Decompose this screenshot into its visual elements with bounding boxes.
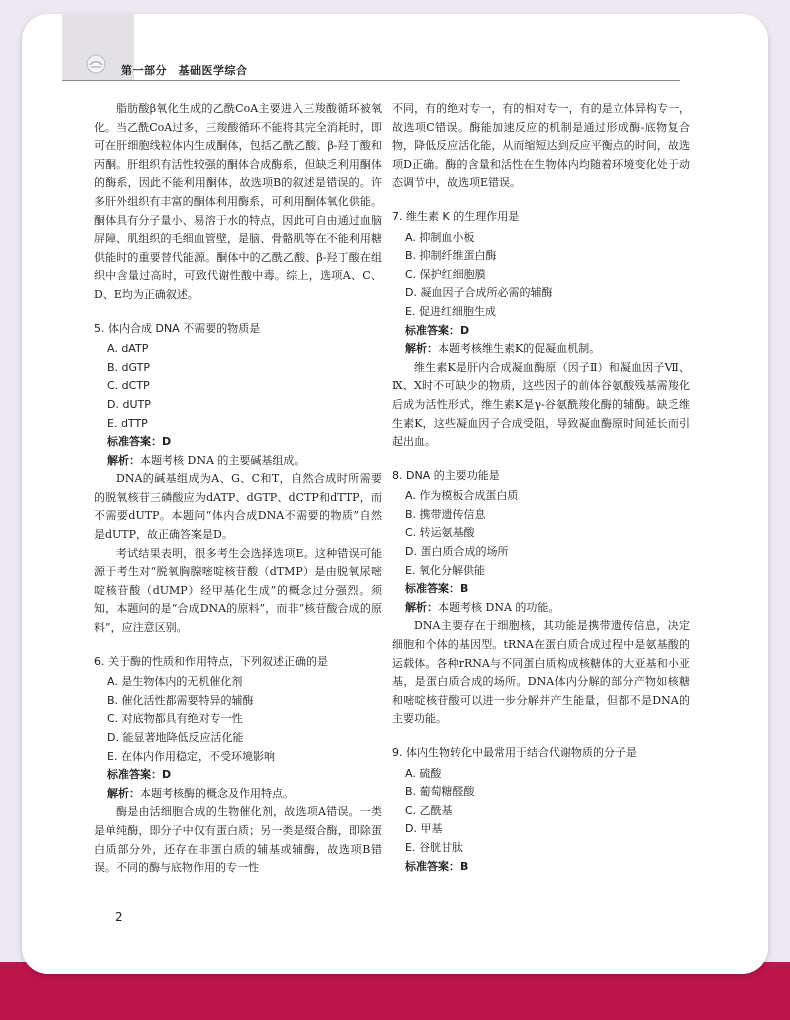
question-stem: 6. 关于酶的性质和作用特点，下列叙述正确的是 — [94, 654, 328, 668]
option-a: A. 作为模板合成蛋白质 — [405, 489, 519, 503]
explanation-lead: 本题考核酶的概念及作用特点。 — [140, 786, 294, 800]
option-e: E. 氧化分解供能 — [405, 563, 485, 577]
option-d: D. 凝血因子合成所必需的辅酶 — [405, 286, 553, 300]
paragraph: 维生素K是肝内合成凝血酶原（因子Ⅱ）和凝血因子Ⅶ、Ⅸ、Ⅹ时不可缺少的物质，这些因子的前体谷氨酸残基需羧化后成为活性形式，维生素K是γ-谷氨酰羧化酶的辅酶。缺乏维生素K，这些凝血因子合成受阻，导致凝血酶原时间延长而引起出血。 — [392, 360, 690, 449]
explanation-lead: 本题考核 DNA 的功能。 — [438, 600, 560, 614]
paragraph: DNA主要存在于细胞核，其功能是携带遗传信息，决定细胞和个体的基因型。tRNA在蛋白质合成过程中是氨基酸的运载体。各种rRNA与不同蛋白质构成核糖体的大亚基和小亚基，是蛋白质合成的场所。DNA体内分解的部分产物如核糖和嘧啶核苷酸可以进一步分解并产生能量，但都不是DNA的主要功能。 — [392, 619, 690, 726]
running-header: 第一部分 基础医学综合 — [121, 64, 248, 77]
option-a: A. 硫酸 — [405, 766, 442, 780]
question-stem: 7. 维生素 K 的生理作用是 — [392, 209, 520, 223]
option-b: B. dGTP — [107, 360, 151, 374]
option-b: B. 抑制纤维蛋白酶 — [405, 249, 497, 263]
explanation-line — [94, 452, 382, 471]
question-5 — [94, 320, 382, 638]
continued-explanation — [94, 100, 382, 305]
question-8 — [392, 467, 690, 729]
standard-answer: 标准答案：D — [107, 768, 172, 782]
question-7 — [392, 208, 690, 452]
option-c: C. dCTP — [107, 379, 150, 393]
explanation-label: 解析： — [107, 453, 140, 467]
book-page — [22, 14, 768, 974]
option-a: A. 是生物体内的无机催化剂 — [107, 675, 243, 689]
publisher-logo-icon — [86, 54, 106, 74]
explanation-lead: 本题考核维生素K的促凝血机制。 — [438, 342, 601, 356]
standard-answer: 标准答案：D — [107, 435, 172, 449]
right-column — [392, 100, 690, 876]
explanation-label: 解析： — [107, 786, 140, 800]
question-6 — [94, 653, 382, 878]
paragraph: 脂肪酸β氧化生成的乙酰CoA主要进入三羧酸循环被氧化。当乙酰CoA过多，三羧酸循环不能将其完全消耗时，即可在肝细胞线粒体内生成酮体，包括乙酰乙酸、β-羟丁酸和丙酮。肝组织有活性较强的酮体合成酶系，但缺乏利用酮体的酶系，因此不能利用酮体，故选项B的叙述是错误的。许多肝外组织有丰富的酮体利用酶系，可利用酮体氧化供能。酮体具有分子量小、易溶于水的特点，因此可自由通过血脑屏障、肌组织的毛细血管壁，是脑、骨骼肌等在不能利用糖供能时的重要替代能源。酮体中的乙酰乙酸、β-羟丁酸在组织中含量过高时，可致代谢性酸中毒。综上，选项A、C、D、E均为正确叙述。 — [94, 102, 382, 301]
explanation-line — [392, 340, 690, 359]
option-b: B. 携带遗传信息 — [405, 507, 486, 521]
page-number: 2 — [115, 910, 123, 924]
standard-answer: 标准答案：B — [405, 582, 469, 596]
option-e: E. dTTP — [107, 416, 148, 430]
question-stem: 9. 体内生物转化中最常用于结合代谢物质的分子是 — [392, 746, 637, 759]
option-c: C. 乙酰基 — [405, 803, 453, 817]
option-c: C. 转运氨基酸 — [405, 526, 475, 540]
option-e: E. 谷胱甘肽 — [405, 840, 463, 854]
option-b: B. 催化活性都需要特异的辅酶 — [107, 693, 254, 707]
option-c: C. 保护红细胞膜 — [405, 267, 486, 281]
question-9 — [392, 744, 690, 876]
option-a: A. dATP — [107, 342, 149, 356]
option-a: A. 抑制血小板 — [405, 230, 475, 244]
option-e: E. 促进红细胞生成 — [405, 304, 496, 318]
explanation-label: 解析： — [405, 342, 438, 356]
paragraph: 考试结果表明，很多考生会选择选项E。这种错误可能源于考生对“脱氧胸腺嘧啶核苷酸（dTMP）是由脱氧尿嘧啶核苷酸（dUMP）经甲基化生成”的概念过分强烈。须知，本题问的是“合成DNA的原料”，而非“核苷酸合成的原料”，应注意区别。 — [94, 546, 382, 635]
continued-explanation — [392, 100, 690, 193]
question-stem: 8. DNA 的主要功能是 — [392, 468, 500, 482]
option-d: D. 能显著地降低反应活化能 — [107, 731, 244, 744]
option-e: E. 在体内作用稳定，不受环境影响 — [107, 749, 275, 763]
option-d: D. 蛋白质合成的场所 — [405, 545, 509, 559]
option-b: B. 葡萄糖醛酸 — [405, 785, 475, 799]
question-stem: 5. 体内合成 DNA 不需要的物质是 — [94, 321, 261, 335]
option-d: D. dUTP — [107, 397, 151, 411]
header-rule — [62, 80, 680, 81]
explanation-line — [94, 785, 382, 804]
paragraph: 酶是由活细胞合成的生物催化剂，故选项A错误。一类是单纯酶，即分子中仅有蛋白质；另一类是缀合酶，即除蛋白质部分外，还存在非蛋白质的辅基或辅酶，故选项B错误。不同的酶与底物作用的专一性 — [94, 805, 382, 875]
paragraph: DNA的碱基组成为A、G、C和T，自然合成时所需要的脱氧核苷三磷酸应为dATP、dGTP、dCTP和dTTP，而不需要dUTP。本题问“体内合成DNA不需要的物质”自然是dUTP，故正确答案是D。 — [94, 472, 382, 542]
explanation-label: 解析： — [405, 600, 438, 614]
standard-answer: 标准答案：B — [405, 859, 469, 873]
left-column — [94, 100, 382, 878]
explanation-lead: 本题考核 DNA 的主要碱基组成。 — [140, 453, 306, 467]
standard-answer: 标准答案：D — [405, 323, 470, 337]
option-c: C. 对底物都具有绝对专一性 — [107, 712, 243, 726]
paragraph: 不同，有的绝对专一，有的相对专一，有的是立体异构专一，故选项C错误。酶能加速反应的机制是通过形成酶-底物复合物，降低反应活化能，从而缩短达到反应平衡点的时间，故选项D正确。酶的含量和活性在生物体内均随着环境变化处于动态调节中，故选项E错误。 — [392, 102, 690, 190]
explanation-line — [392, 599, 690, 618]
option-d: D. 甲基 — [405, 822, 443, 836]
